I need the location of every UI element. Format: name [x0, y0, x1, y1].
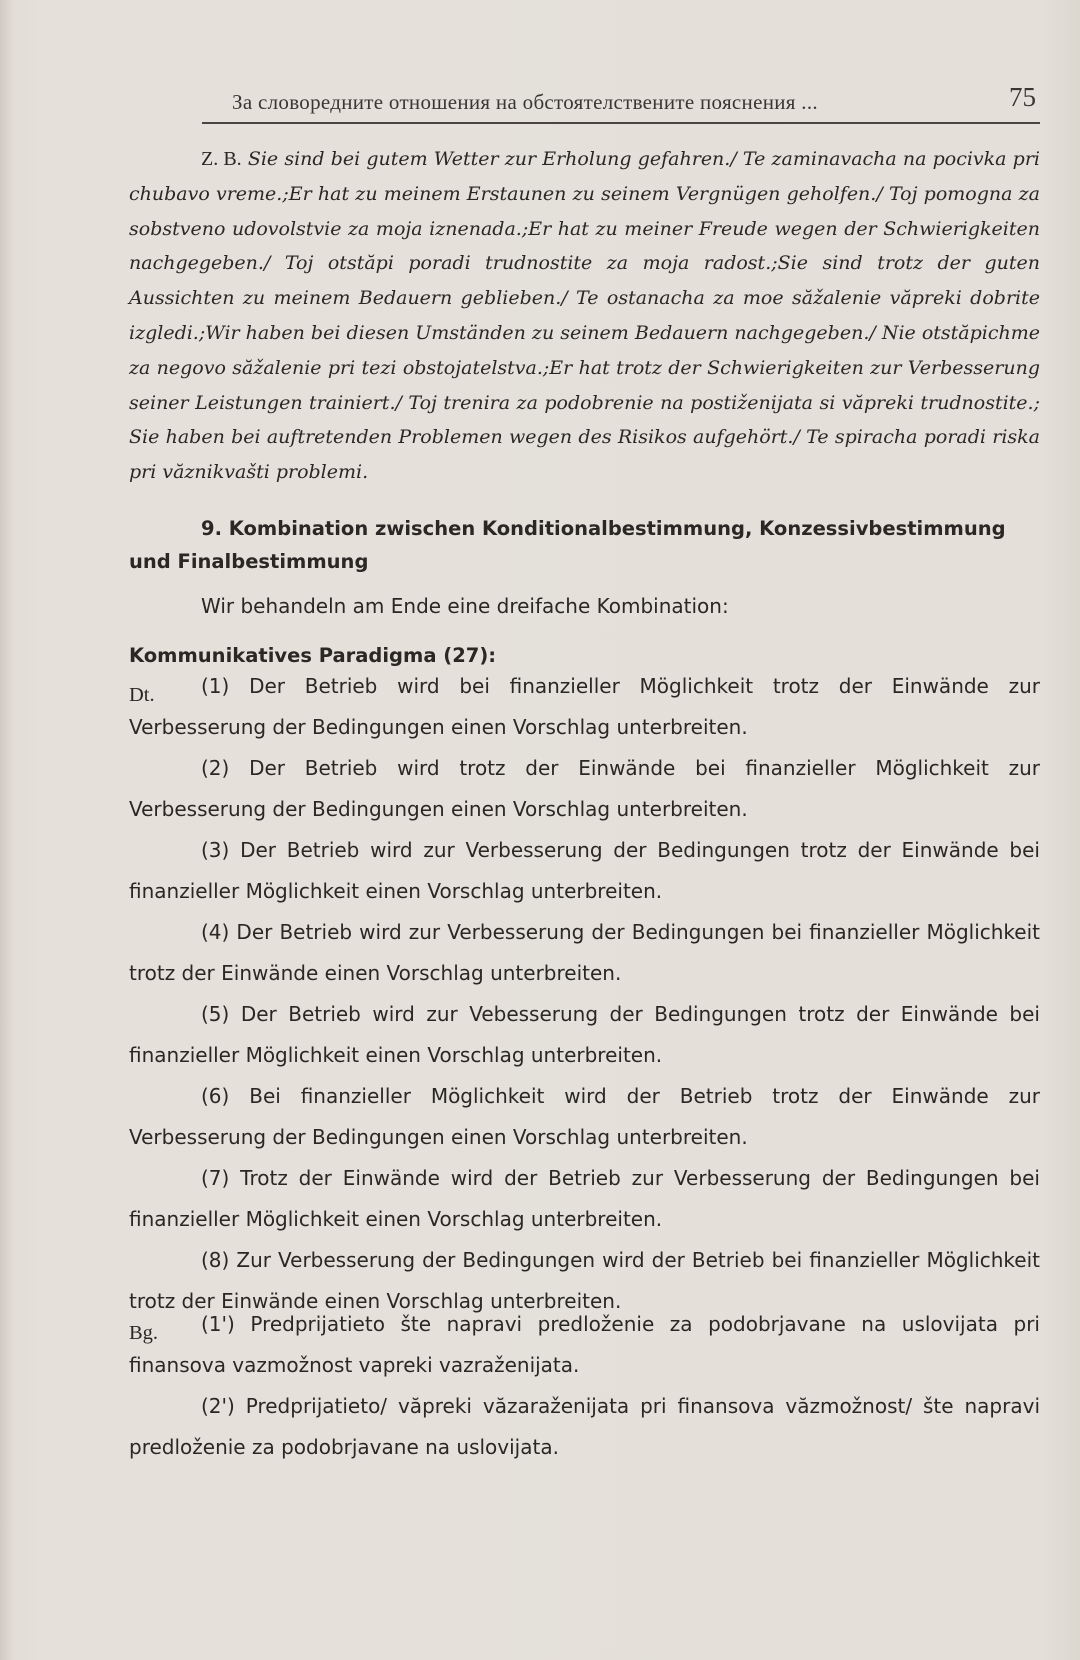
section-intro: Wir behandeln am Ende eine dreifache Kombination: [201, 593, 729, 618]
language-label-de: Dt. [129, 683, 155, 706]
example-bg-1: (1') Predprijatieto šte napravi predloženie za podobrjavane na uslovijata pri finansova vazmožnost vapreki vazraženijata. [129, 1311, 1040, 1377]
example-de-2: (2) Der Betrieb wird trotz der Einwände bei finanzieller Möglichkeit zur Verbesserung der Bedingungen einen Vorschlag unterbreiten. [129, 755, 1040, 821]
section-heading: 9. Kombination zwischen Konditionalbestimmung, Konzessivbestimmung und Finalbestimmung [129, 516, 1006, 573]
italic-examples-paragraph [129, 142, 1040, 490]
example-de-1: (1) Der Betrieb wird bei finanzieller Möglichkeit trotz der Einwände zur Verbesserung der Bedingungen einen Vorschlag unterbreiten. [129, 673, 1040, 739]
example-de-7: (7) Trotz der Einwände wird der Betrieb zur Verbesserung der Bedingungen bei finanzieller Möglichkeit einen Vorschlag unterbreiten. [129, 1165, 1040, 1231]
header-rule [202, 122, 1040, 124]
example-de-5: (5) Der Betrieb wird zur Vebesserung der Bedingungen trotz der Einwände bei finanzieller Möglichkeit einen Vorschlag unterbreiten. [129, 1001, 1040, 1067]
example-de-6: (6) Bei finanzieller Möglichkeit wird der Betrieb trotz der Einwände zur Verbesserung der Bedingungen einen Vorschlag unterbreiten. [129, 1083, 1040, 1149]
example-de-3: (3) Der Betrieb wird zur Verbesserung der Bedingungen trotz der Einwände bei finanzieller Möglichkeit einen Vorschlag unterbreiten. [129, 837, 1040, 903]
example-de-8: (8) Zur Verbesserung der Bedingungen wird der Betrieb bei finanzieller Möglichkeit trotz der Einwände einen Vorschlag unterbreiten. [129, 1247, 1040, 1313]
page-number: 75 [1009, 82, 1036, 112]
paradigm-title: Kommunikatives Paradigma (27): [129, 643, 497, 667]
running-header [232, 82, 1040, 122]
language-label-bg: Bg. [129, 1321, 159, 1344]
example-de-4: (4) Der Betrieb wird zur Verbesserung der Bedingungen bei finanzieller Möglichkeit trotz der Einwände einen Vorschlag unterbreiten. [129, 919, 1040, 985]
example-lead: Z. B. [201, 148, 242, 170]
example-bg-2: (2') Predprijatieto/ văpreki văzaraženijata pri finansova văzmožnost/ šte napravi predloženie za podobrjavane na uslovijata. [129, 1393, 1040, 1459]
header-title: За словоредните отношения на обстоятелствените пояснения ... [232, 90, 818, 114]
page-body [129, 142, 1040, 1468]
italic-examples-text: Sie sind bei gutem Wetter zur Erholung gefahren./ Te zaminavacha na pocivka pri chubavo vreme.;Er hat zu meinem Erstaunen zu seinem Vergnügen geholfen./ Toj pomogna za sobstveno udovolstvie za moja iznenada.;Er hat zu meiner Freude wegen der Schwierigkeiten nachgegeben./ Toj otstăpi poradi trudnostite za moja radost.;Sie sind trotz der guten Aussichten zu meinem Bedauern geblieben./ Te ostanacha za moe săžalenie văpreki dobrite izgledi.;Wir haben bei diesen Umständen zu seinem Bedauern nachgegeben./ Nie otstăpichme za negovo săžalenie pri tezi obstojatelstva.;Er hat trotz der Schwierigkeiten zur Verbesserung seiner Leistungen trainiert./ Toj trenira za podobrenie na postiženijata si văpreki trudnostite.; Sie haben bei auftretenden Problemen wegen des Risikos aufgehört./ Te spiracha poradi riska pri văznikvašti problemi. [129, 148, 1040, 484]
